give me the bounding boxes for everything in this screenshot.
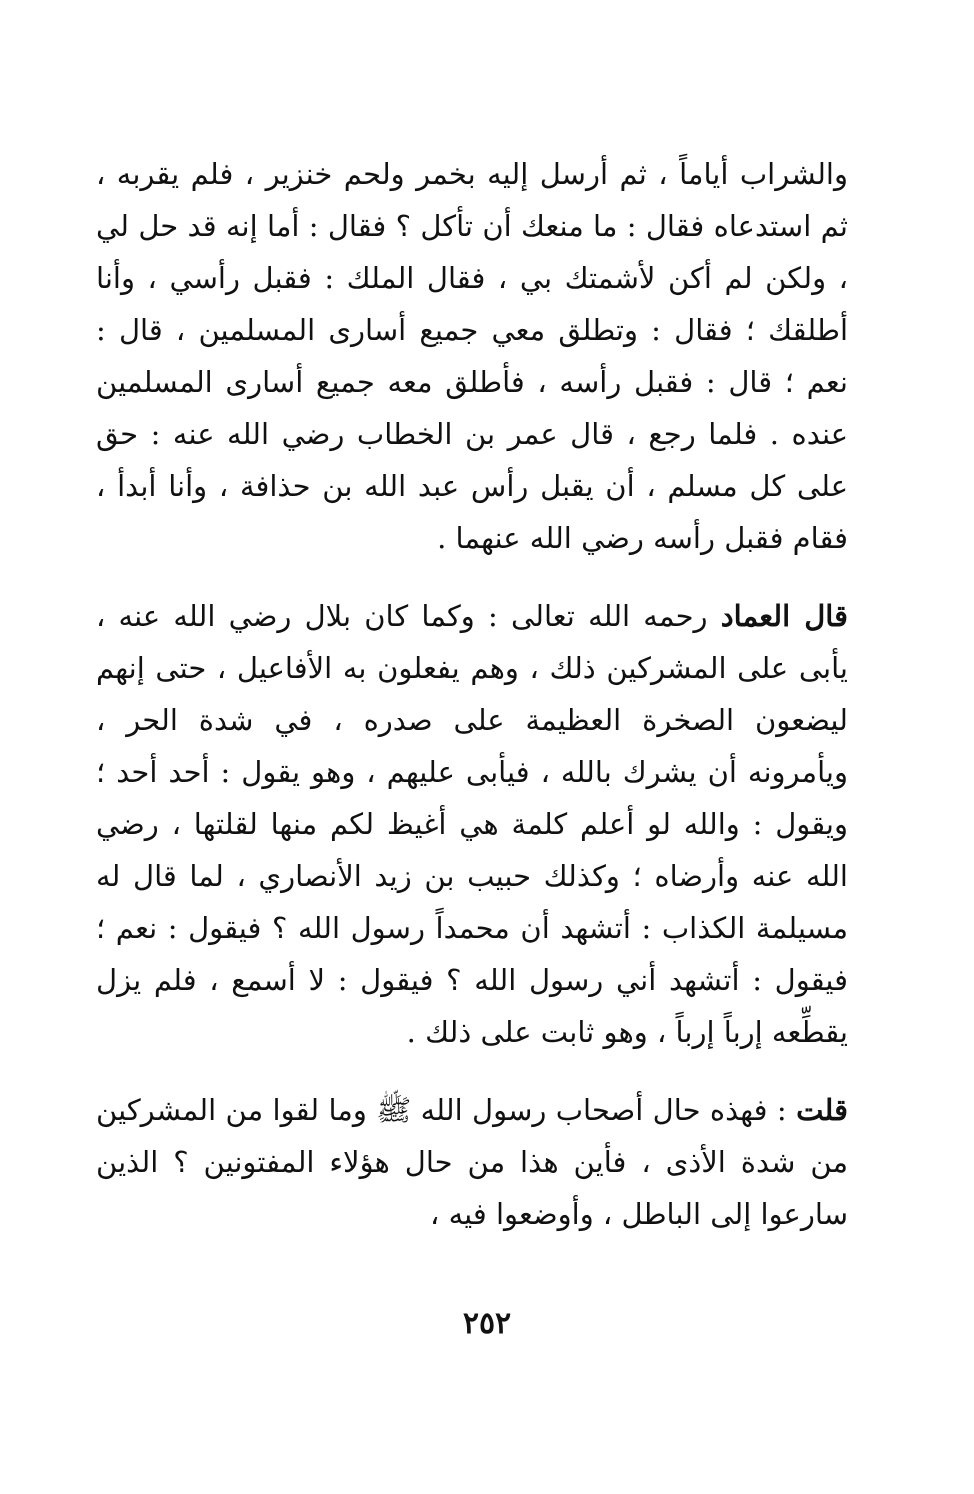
paragraph-2 [96,590,848,1058]
paragraph-3 [96,1084,848,1240]
paragraph-3-text: : فهذه حال أصحاب رسول الله ﷺ وما لقوا من المشركين من شدة الأذى ، فأين هذا من حال هؤلاء المفتونين ؟ الذين سارعوا إلى الباطل ، وأوضعوا فيه ، [96,1093,848,1231]
paragraph-2-lead: قال العماد [720,599,849,633]
page-body [96,148,848,1240]
paragraph-1 [96,148,848,564]
paragraph-2-text: رحمه الله تعالى : وكما كان بلال رضي الله عنه ، يأبى على المشركين ذلك ، وهم يفعلون به الأفاعيل ، حتى إنهم ليضعون الصخرة العظيمة على صدره ، في شدة الحر ، ويأمرونه أن يشرك بالله ، فيأبى عليهم ، وهو يقول : أحد أحد ؛ ويقول : والله لو أعلم كلمة هي أغيظ لكم منها لقلتها ، رضي الله عنه وأرضاه ؛ وكذلك حبيب بن زيد الأنصاري ، لما قال له مسيلمة الكذاب : أتشهد أن محمداً رسول الله ؟ فيقول : نعم ؛ فيقول : أتشهد أني رسول الله ؟ فيقول : لا أسمع ، فلم يزل يقطِّعه إرباً إرباً ، وهو ثابت على ذلك . [96,599,848,1049]
paragraph-3-lead: قلت [796,1093,849,1127]
page-number: ٢٥٢ [462,1306,512,1341]
paragraph-1-text: والشراب أياماً ، ثم أرسل إليه بخمر ولحم خنزير ، فلم يقربه ، ثم استدعاه فقال : ما منعك أن تأكل ؟ فقال : أما إنه قد حل لي ، ولكن لم أكن لأشمتك بي ، فقال الملك : فقبل رأسي ، وأنا أطلقك ؛ فقال : وتطلق معي جميع أسارى المسلمين ، قال : نعم ؛ قال : فقبل رأسه ، فأطلق معه جميع أسارى المسلمين عنده . فلما رجع ، قال عمر بن الخطاب رضي الله عنه : حق على كل مسلم ، أن يقبل رأس عبد الله بن حذافة ، وأنا أبدأ ، فقام فقبل رأسه رضي الله عنهما . [96,157,848,555]
